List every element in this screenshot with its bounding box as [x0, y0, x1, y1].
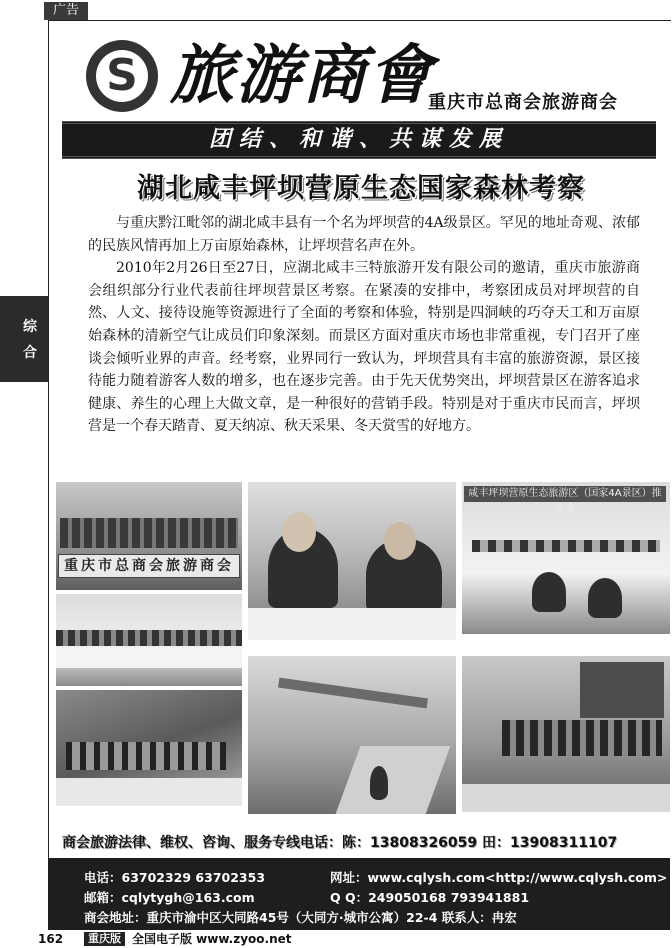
- contact-qq: Q Q：249050168 793941881: [330, 890, 530, 905]
- section-tab: [0, 296, 48, 382]
- slogan-band: [62, 121, 656, 159]
- logo-glyph: S: [106, 50, 138, 101]
- logo-icon: [86, 40, 158, 112]
- photo-speakers: [248, 482, 456, 640]
- contact-website[interactable]: 网址：www.cqlysh.com<http://www.cqlysh.com>: [330, 870, 668, 885]
- page-footer: [0, 930, 672, 948]
- section-tab-char-1: 综: [23, 319, 37, 335]
- contact-address: 商会地址：重庆市渝中区大同路45号（大同方·城市公寓）22-4 联系人：冉宏: [84, 910, 517, 925]
- crowd-shape: [60, 518, 238, 548]
- contact-panel: [48, 858, 670, 930]
- photo-meeting-room: [56, 594, 242, 686]
- photo-forest-trail: [248, 656, 456, 814]
- photo-group-banner: [56, 482, 242, 590]
- page-number: 162: [38, 932, 64, 946]
- brand-name: 旅游商會: [170, 38, 434, 113]
- article-body: [88, 212, 640, 438]
- org-name: 重庆市总商会旅游商会: [428, 92, 618, 113]
- edition-badge: 重庆版: [84, 932, 125, 946]
- contact-phone: 电话：63702329 63702353: [84, 870, 266, 885]
- service-hotline: 商会旅游法律、维权、咨询、服务专线电话：陈：13808326059 田：13908311107: [62, 835, 618, 851]
- article-paragraph: 与重庆黔江毗邻的湖北咸丰县有一个名为坪坝营的4A级景区。罕见的地址奇观、浓郁的民族风情再加上万亩原始森林，让坪坝营名声在外。: [88, 215, 640, 254]
- photo-scenic-group: [56, 690, 242, 806]
- ad-label: 广告: [44, 2, 88, 20]
- hall-banner-text: 咸丰坪坝营原生态旅游区（国家4A景区）推介会: [464, 486, 666, 502]
- footer-site[interactable]: 全国电子版 www.zyoo.net: [132, 932, 292, 946]
- photo-pavilion-group: [462, 656, 670, 812]
- slogan: 团结、和谐、共谋发展: [208, 127, 509, 152]
- article-paragraph: 2010年2月26日至27日，应湖北咸丰三特旅游开发有限公司的邀请，重庆市旅游商会组织部分行业代表前往坪坝营景区考察。在紧凑的安排中，考察团成员对坪坝营的自然、人文、接待设施等资源进行了全面的考察和体验，特别是四洞峡的巧夺天工和万亩原始森林的清新空气让成员们印象深刻。而景区方面对重庆市场也非常重视，专门召开了座谈会倾听业界的声音。经考察，业界同行一致认为，坪坝营具有丰富的旅游资源，景区接待能力随着游客人数的增多，也在逐步完善。由于先天优势突出，坪坝营景区在游客追求健康、养生的心理上大做文章，是一种很好的营销手段。特别是对于重庆市民而言，坪坝营是一个春天踏青、夏天纳凉、秋天采果、冬天赏雪的好地方。: [88, 260, 640, 435]
- article-headline: 湖北咸丰坪坝营原生态国家森林考察: [137, 173, 585, 204]
- contact-email[interactable]: 邮箱：cqlytygh@163.com: [84, 890, 255, 905]
- photo-conference-hall: [462, 482, 670, 634]
- group-banner-text: 重庆市总商会旅游商会: [58, 554, 240, 578]
- section-tab-char-2: 合: [23, 345, 37, 361]
